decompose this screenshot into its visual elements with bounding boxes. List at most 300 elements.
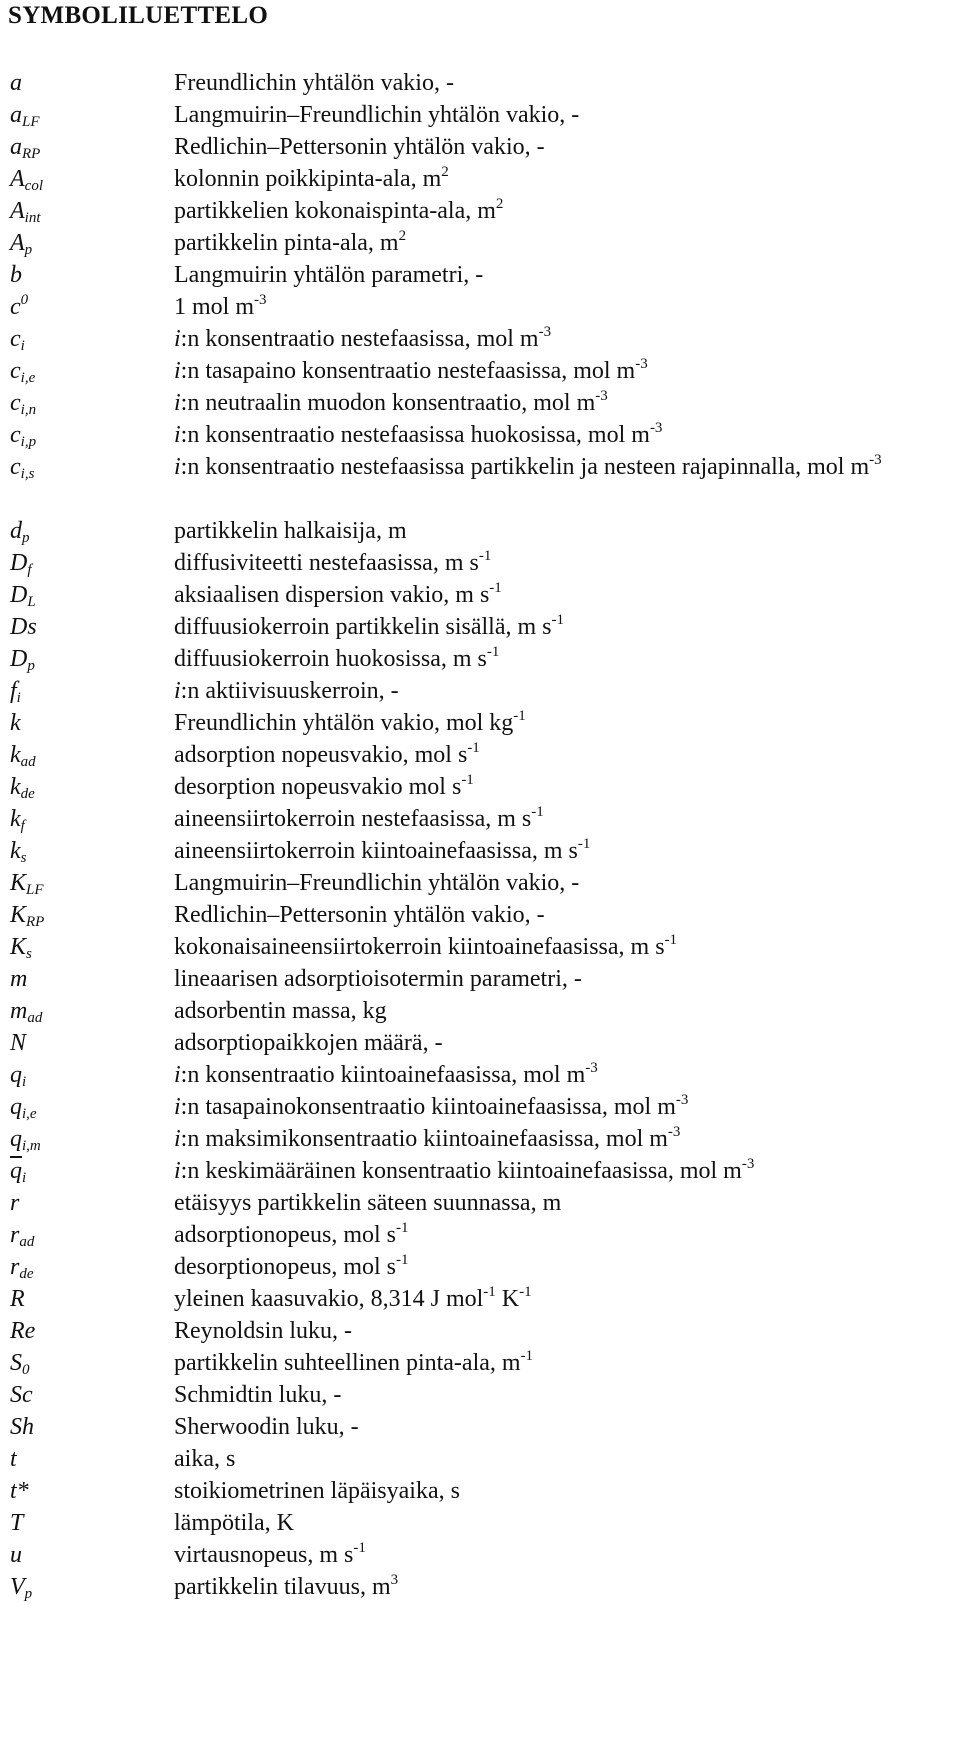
symbol-row	[0, 771, 960, 803]
symbol-base: k	[10, 774, 21, 800]
definition-superscript: -3	[741, 1156, 755, 1172]
definition-variable: i	[174, 1126, 181, 1152]
definition-text: aineensiirtokerroin nestefaasissa, m s	[174, 806, 532, 832]
definition-text: adsorptionopeus, mol s	[174, 1222, 396, 1248]
symbol-base: k	[10, 710, 21, 736]
symbol-definition	[174, 291, 954, 323]
definition-superscript: -1	[353, 1540, 366, 1556]
page-title: SYMBOLILUETTELO	[8, 2, 269, 29]
definition-superscript: -1	[520, 1348, 534, 1364]
symbol	[10, 323, 25, 355]
symbol-row	[0, 931, 960, 963]
symbol	[10, 547, 32, 579]
symbol-row	[0, 835, 960, 867]
symbol-base: D	[10, 582, 28, 608]
symbol-row	[0, 67, 960, 99]
definition-text: adsorption nopeusvakio, mol s	[174, 742, 468, 768]
symbol-subscript: LF	[26, 882, 44, 898]
symbol-row	[0, 1315, 960, 1347]
symbol-subscript: LF	[22, 114, 40, 130]
definition-text: 1 mol m	[174, 294, 255, 320]
definition-text: :n keskimääräinen konsentraatio kiintoainefaasissa, mol m	[180, 1158, 742, 1184]
symbol	[10, 67, 22, 99]
symbol-base: t*	[10, 1478, 29, 1504]
definition-superscript: -1	[531, 804, 544, 820]
definition-superscript: -1	[483, 1284, 496, 1300]
definition-superscript: -1	[664, 932, 678, 948]
symbol-row	[0, 1219, 960, 1251]
symbol	[10, 163, 43, 195]
symbol-definition	[174, 739, 954, 771]
symbol-base: q	[10, 1126, 22, 1152]
symbol-definition	[174, 835, 954, 867]
definition-superscript: -1	[519, 1284, 532, 1300]
symbol-row	[0, 291, 960, 323]
symbol-definition	[174, 675, 954, 707]
definition-variable: i	[174, 358, 181, 384]
symbol	[10, 835, 27, 867]
symbol-subscript: i,p	[20, 434, 37, 450]
symbol-definition	[174, 995, 954, 1027]
definition-text: :n konsentraatio nestefaasissa huokosissa, mol m	[180, 422, 650, 448]
symbol-row	[0, 387, 960, 419]
definition-text: :n tasapaino konsentraatio nestefaasissa, mol m	[180, 358, 636, 384]
symbol	[10, 419, 36, 451]
definition-text: adsorptiopaikkojen määrä, -	[174, 1030, 443, 1056]
symbol-row	[0, 579, 960, 611]
definition-superscript: -1	[478, 548, 492, 564]
symbol-subscript: i,e	[20, 370, 36, 386]
symbol-base: R	[10, 1286, 25, 1312]
definition-text: aika, s	[174, 1446, 236, 1472]
symbol-base: D	[10, 646, 28, 672]
definition-text: Langmuirin–Freundlichin yhtälön vakio, -	[174, 102, 580, 128]
definition-text: lineaarisen adsorptioisotermin parametri, -	[174, 966, 582, 992]
symbol-row	[0, 259, 960, 291]
symbol	[10, 1379, 33, 1411]
definition-text: Freundlichin yhtälön vakio, mol kg	[174, 710, 514, 736]
symbol-definition	[174, 259, 954, 291]
symbol-row	[0, 99, 960, 131]
symbol-definition	[174, 1251, 954, 1283]
symbol-definition	[174, 195, 954, 227]
definition-superscript: -3	[254, 292, 267, 308]
symbol-row	[0, 547, 960, 579]
symbol-definition	[174, 355, 954, 387]
symbol-definition	[174, 419, 954, 451]
symbol	[10, 579, 36, 611]
definition-text: diffusiviteetti nestefaasissa, m s	[174, 550, 479, 576]
symbol-subscript: f	[20, 818, 25, 834]
symbol	[10, 1347, 30, 1379]
symbol-row	[0, 227, 960, 259]
symbol-definition	[174, 1315, 954, 1347]
symbol	[10, 1443, 17, 1475]
symbol-base: D	[10, 550, 28, 576]
symbol-base: q	[10, 1062, 22, 1088]
symbol-row	[0, 323, 960, 355]
symbol-definition	[174, 899, 954, 931]
definition-text: partikkelien kokonaispinta-ala, m	[174, 198, 496, 224]
symbol-base: Sc	[10, 1382, 33, 1408]
definition-variable: i	[174, 678, 181, 704]
symbol-base: N	[10, 1030, 27, 1056]
symbol-definition	[174, 643, 954, 675]
definition-superscript: -3	[585, 1060, 598, 1076]
symbol	[10, 771, 35, 803]
symbol-definition	[174, 1539, 954, 1571]
symbol	[10, 515, 30, 547]
definition-text: kokonaisaineensiirtokerroin kiintoainefaasissa, m s	[174, 934, 665, 960]
symbol-definition	[174, 163, 954, 195]
symbol	[10, 995, 42, 1027]
symbol-definition	[174, 131, 954, 163]
symbol-definition	[174, 1379, 954, 1411]
symbol-row	[0, 1091, 960, 1123]
symbol-base: A	[10, 230, 25, 256]
symbol	[10, 387, 36, 419]
symbol	[10, 643, 35, 675]
symbol-superscript: 0	[20, 292, 29, 308]
definition-variable: i	[174, 422, 181, 448]
symbol-row	[0, 1123, 960, 1155]
symbol-base: Re	[10, 1318, 36, 1344]
symbol	[10, 195, 41, 227]
symbol-definition	[174, 771, 954, 803]
definition-variable: i	[174, 390, 181, 416]
definition-text: K	[495, 1286, 520, 1312]
symbol-row	[0, 1059, 960, 1091]
definition-text: Redlichin–Pettersonin yhtälön vakio, -	[174, 902, 545, 928]
symbol-subscript: i,s	[20, 466, 35, 482]
symbol	[10, 1251, 34, 1283]
symbol-base: T	[10, 1510, 24, 1536]
symbol-subscript: i	[22, 1074, 27, 1090]
definition-text: :n aktiivisuuskerroin, -	[180, 678, 399, 704]
symbol-subscript: s	[26, 946, 32, 962]
symbol-subscript: i,m	[22, 1138, 41, 1154]
symbol-subscript: de	[19, 1266, 34, 1282]
symbol-row	[0, 643, 960, 675]
symbol-row	[0, 131, 960, 163]
symbol-base: a	[10, 134, 22, 160]
symbol-subscript: 0	[22, 1362, 30, 1378]
definition-text: :n maksimikonsentraatio kiintoainefaasissa, mol m	[180, 1126, 668, 1152]
symbol-definition	[174, 1283, 954, 1315]
symbol-row	[0, 355, 960, 387]
symbol-row	[0, 515, 960, 547]
symbol	[10, 1315, 35, 1347]
symbol-subscript: s	[20, 850, 27, 866]
symbol-subscript: ad	[20, 754, 36, 770]
symbol-definition	[174, 1123, 954, 1155]
symbol	[10, 291, 28, 323]
symbol-row	[0, 163, 960, 195]
symbol-definition	[174, 387, 954, 419]
definition-text: desorption nopeusvakio mol s	[174, 774, 462, 800]
symbol-row	[0, 1251, 960, 1283]
symbol-row	[0, 451, 960, 515]
symbol-base: A	[10, 198, 25, 224]
symbol-base: K	[10, 934, 27, 960]
symbol	[10, 611, 37, 643]
symbol-base: a	[10, 102, 22, 128]
symbol-subscript: int	[24, 210, 41, 226]
symbol-base: r	[10, 1254, 20, 1280]
definition-superscript: 2	[441, 164, 449, 180]
symbol	[10, 739, 36, 771]
symbol-base: c	[10, 390, 21, 416]
symbol	[10, 1571, 32, 1603]
definition-variable: i	[174, 326, 181, 352]
definition-text: partikkelin pinta-ala, m	[174, 230, 399, 256]
definition-superscript: -1	[396, 1252, 409, 1268]
definition-text: partikkelin halkaisija, m	[174, 518, 407, 544]
definition-superscript: -3	[869, 452, 882, 468]
symbol-base: $\overline{q}$	[10, 1158, 22, 1184]
symbol-definition	[174, 227, 954, 259]
symbol	[10, 1027, 26, 1059]
symbol-definition	[174, 1475, 954, 1507]
symbol-subscript: de	[20, 786, 35, 802]
definition-text: Freundlichin yhtälön vakio, -	[174, 70, 454, 96]
symbol-row	[0, 611, 960, 643]
symbol	[10, 1155, 26, 1187]
symbol-definition	[174, 1571, 954, 1603]
definition-superscript: -1	[396, 1220, 409, 1236]
symbol-subscript: i,n	[20, 402, 37, 418]
symbol-row	[0, 899, 960, 931]
symbol	[10, 227, 32, 259]
symbol-row	[0, 675, 960, 707]
definition-text: :n konsentraatio nestefaasissa, mol m	[180, 326, 539, 352]
definition-variable: i	[174, 1062, 181, 1088]
symbol-definition	[174, 611, 954, 643]
symbol-row	[0, 1443, 960, 1475]
symbol-definition	[174, 1027, 954, 1059]
symbol-subscript: i	[16, 690, 21, 706]
symbol	[10, 1539, 22, 1571]
symbol-base: A	[10, 166, 25, 192]
symbol-row	[0, 867, 960, 899]
definition-superscript: 3	[390, 1572, 399, 1588]
symbol-subscript: p	[27, 658, 35, 674]
definition-text: :n tasapainokonsentraatio kiintoainefaasissa, mol m	[180, 1094, 676, 1120]
definition-superscript: 2	[495, 196, 504, 212]
symbol-row	[0, 1571, 960, 1603]
symbol-definition	[174, 1443, 954, 1475]
symbol-row	[0, 1187, 960, 1219]
definition-superscript: -3	[649, 420, 663, 436]
symbol	[10, 1507, 23, 1539]
symbol	[10, 931, 32, 963]
symbol-subscript: i	[20, 338, 25, 354]
definition-superscript: -3	[675, 1092, 689, 1108]
symbol-base: k	[10, 806, 21, 832]
symbol-definition	[174, 931, 954, 963]
symbol	[10, 1411, 34, 1443]
symbol-list	[0, 67, 960, 1603]
symbol	[10, 963, 27, 995]
symbol-subscript: RP	[26, 914, 45, 930]
symbol-row	[0, 707, 960, 739]
symbol-row	[0, 1347, 960, 1379]
symbol-row	[0, 1475, 960, 1507]
definition-text: partikkelin tilavuus, m	[174, 1574, 391, 1600]
symbol-base: f	[10, 678, 17, 704]
symbol-row	[0, 1539, 960, 1571]
symbol	[10, 1123, 41, 1155]
definition-text: stoikiometrinen läpäisyaika, s	[174, 1478, 460, 1504]
symbol-subscript: ad	[19, 1234, 35, 1250]
definition-text: desorptionopeus, mol s	[174, 1254, 396, 1280]
symbol-definition	[174, 99, 954, 131]
symbol-definition	[174, 1155, 954, 1187]
symbol-base: Ds	[10, 614, 37, 640]
definition-text: diffuusiokerroin partikkelin sisällä, m s	[174, 614, 552, 640]
definition-text: partikkelin suhteellinen pinta-ala, m	[174, 1350, 521, 1376]
symbol	[10, 131, 40, 163]
symbol-base: r	[10, 1190, 20, 1216]
symbol-row	[0, 1507, 960, 1539]
definition-text: Reynoldsin luku, -	[174, 1318, 352, 1344]
symbol-subscript: p	[24, 1586, 33, 1602]
symbol-base: m	[10, 966, 28, 992]
symbol-base: r	[10, 1222, 20, 1248]
symbol-base: K	[10, 870, 27, 896]
symbol-base: V	[10, 1574, 25, 1600]
symbol-definition	[174, 1091, 954, 1123]
symbol	[10, 803, 25, 835]
symbol-base: c	[10, 326, 21, 352]
symbol-base: c	[10, 454, 21, 480]
symbol-definition	[174, 707, 954, 739]
symbol-row	[0, 419, 960, 451]
symbol-base: a	[10, 70, 22, 96]
symbol-base: u	[10, 1542, 22, 1568]
definition-superscript: -3	[595, 388, 608, 404]
symbol-base: S	[10, 1350, 22, 1376]
symbol-definition	[174, 451, 954, 483]
definition-text: Schmidtin luku, -	[174, 1382, 342, 1408]
definition-text: etäisyys partikkelin säteen suunnassa, m	[174, 1190, 562, 1216]
symbol	[10, 1219, 34, 1251]
definition-superscript: -3	[538, 324, 552, 340]
symbol-definition	[174, 867, 954, 899]
symbol-base: k	[10, 742, 21, 768]
definition-superscript: -1	[467, 740, 480, 756]
symbol-row	[0, 1027, 960, 1059]
definition-text: lämpötila, K	[174, 1510, 294, 1536]
symbol-subscript: p	[24, 242, 33, 258]
symbol	[10, 451, 34, 483]
symbol-definition	[174, 1059, 954, 1091]
symbol	[10, 1091, 37, 1123]
symbol-row	[0, 1155, 960, 1187]
definition-text: adsorbentin massa, kg	[174, 998, 387, 1024]
definition-superscript: 2	[398, 228, 407, 244]
definition-variable: i	[174, 1094, 181, 1120]
definition-text: Langmuirin–Freundlichin yhtälön vakio, -	[174, 870, 580, 896]
symbol-base: b	[10, 262, 22, 288]
symbol-row	[0, 739, 960, 771]
definition-superscript: -1	[489, 580, 502, 596]
symbol-row	[0, 963, 960, 995]
definition-variable: i	[174, 454, 181, 480]
definition-text: Langmuirin yhtälön parametri, -	[174, 262, 484, 288]
symbol-definition	[174, 1187, 954, 1219]
symbol-row	[0, 995, 960, 1027]
symbol-definition	[174, 515, 954, 547]
definition-superscript: -1	[486, 644, 500, 660]
symbol-definition	[174, 67, 954, 99]
symbol-definition	[174, 547, 954, 579]
symbol	[10, 1187, 19, 1219]
definition-text: yleinen kaasuvakio, 8,314 J mol	[174, 1286, 484, 1312]
symbol-subscript: ad	[27, 1010, 43, 1026]
definition-superscript: -1	[461, 772, 474, 788]
definition-superscript: -1	[551, 612, 564, 628]
symbol-row	[0, 195, 960, 227]
symbol	[10, 99, 40, 131]
symbol-definition	[174, 963, 954, 995]
definition-text: Redlichin–Pettersonin yhtälön vakio, -	[174, 134, 545, 160]
symbol-row	[0, 1283, 960, 1315]
definition-text: :n neutraalin muodon konsentraatio, mol m	[180, 390, 596, 416]
symbol-subscript: i	[22, 1170, 27, 1186]
symbol-subscript: L	[27, 594, 36, 610]
definition-text: kolonnin poikkipinta-ala, m	[174, 166, 442, 192]
symbol-subscript: f	[27, 562, 32, 578]
symbol-base: c	[10, 422, 21, 448]
definition-superscript: -3	[635, 356, 648, 372]
symbol-base: q	[10, 1094, 22, 1120]
definition-superscript: -1	[513, 708, 526, 724]
symbol	[10, 355, 35, 387]
symbol-definition	[174, 803, 954, 835]
symbol	[10, 1283, 25, 1315]
symbol-subscript: p	[22, 530, 30, 546]
symbol-base: t	[10, 1446, 17, 1472]
symbol	[10, 707, 21, 739]
symbol-definition	[174, 1219, 954, 1251]
symbol-base: m	[10, 998, 28, 1024]
definition-text: diffuusiokerroin huokosissa, m s	[174, 646, 487, 672]
symbol-definition	[174, 1507, 954, 1539]
symbol-base: Sh	[10, 1414, 34, 1440]
symbol-definition	[174, 579, 954, 611]
symbol-base: c	[10, 294, 21, 320]
definition-text: aksiaalisen dispersion vakio, m s	[174, 582, 490, 608]
symbol-base: d	[10, 518, 22, 544]
symbol	[10, 1475, 29, 1507]
symbol	[10, 867, 44, 899]
symbol-definition	[174, 1347, 954, 1379]
symbol	[10, 1059, 26, 1091]
definition-text: virtausnopeus, m s	[174, 1542, 354, 1568]
symbol-row	[0, 1411, 960, 1443]
definition-text: aineensiirtokerroin kiintoainefaasissa, m s	[174, 838, 578, 864]
symbol-base: k	[10, 838, 21, 864]
definition-text: :n konsentraatio nestefaasissa partikkelin ja nesteen rajapinnalla, mol m	[180, 454, 870, 480]
symbol	[10, 675, 21, 707]
definition-variable: i	[174, 1158, 181, 1184]
symbol-subscript: RP	[22, 146, 41, 162]
symbol-subscript: i,e	[22, 1106, 37, 1122]
definition-superscript: -1	[577, 836, 591, 852]
definition-superscript: -3	[667, 1124, 681, 1140]
symbol-base: K	[10, 902, 27, 928]
